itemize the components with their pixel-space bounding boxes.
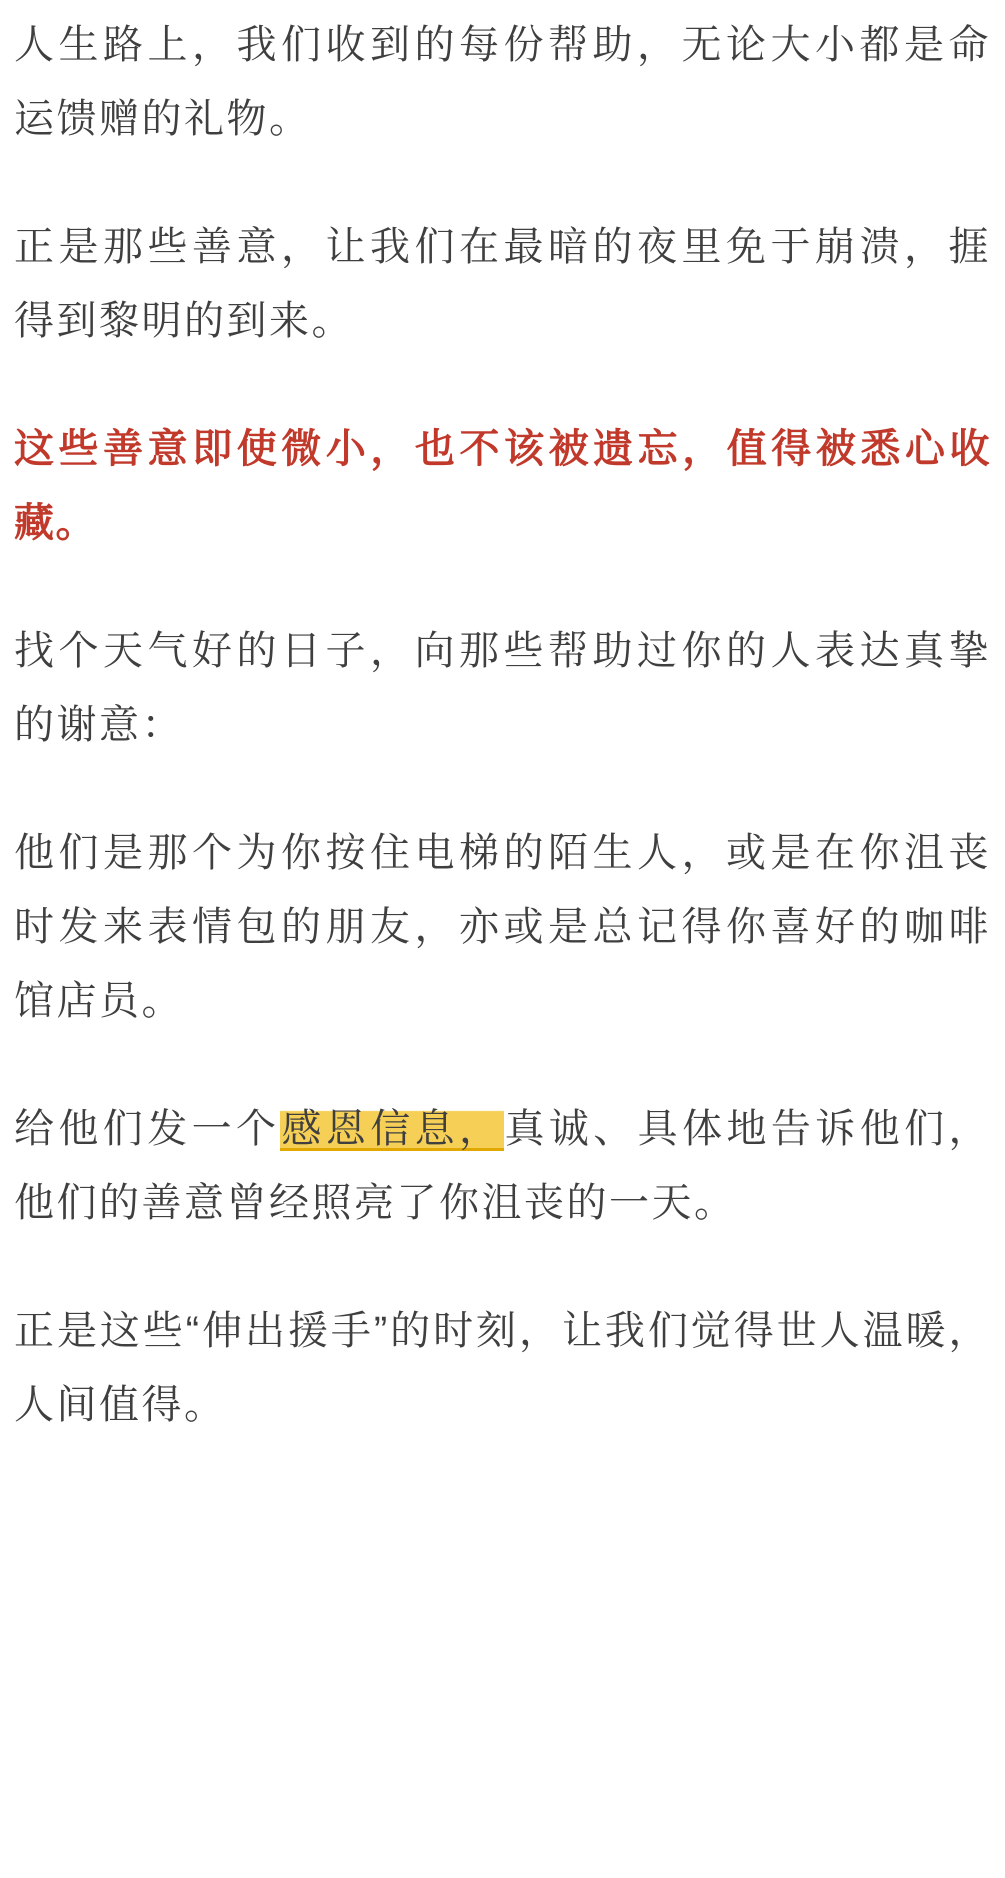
paragraph-6 [14, 1092, 991, 1240]
paragraph-6-tail: 真诚、具体地告诉他们，他们的善意曾经照亮了你沮丧的一天。 [14, 1107, 992, 1225]
paragraph-7: 正是这些“伸出援手”的时刻，让我们觉得世人温暖，人间值得。 [14, 1309, 991, 1427]
paragraph-2: 正是那些善意，让我们在最暗的夜里免于崩溃，捱得到黎明的到来。 [14, 225, 991, 343]
paragraph-3-emphasis: 这些善意即使微小，也不该被遗忘，值得被悉心收藏。 [14, 427, 991, 545]
paragraph-6-lead: 给他们发一个 [14, 1107, 281, 1151]
highlighted-phrase: 感恩信息， [281, 1107, 504, 1151]
paragraph-1: 人生路上，我们收到的每份帮助，无论大小都是命运馈赠的礼物。 [14, 23, 991, 141]
paragraph-4: 找个天气好的日子，向那些帮助过你的人表达真挚的谢意： [14, 629, 991, 747]
paragraph-5: 他们是那个为你按住电梯的陌生人，或是在你沮丧时发来表情包的朋友，亦或是总记得你喜好的咖啡馆店员。 [14, 831, 991, 1023]
